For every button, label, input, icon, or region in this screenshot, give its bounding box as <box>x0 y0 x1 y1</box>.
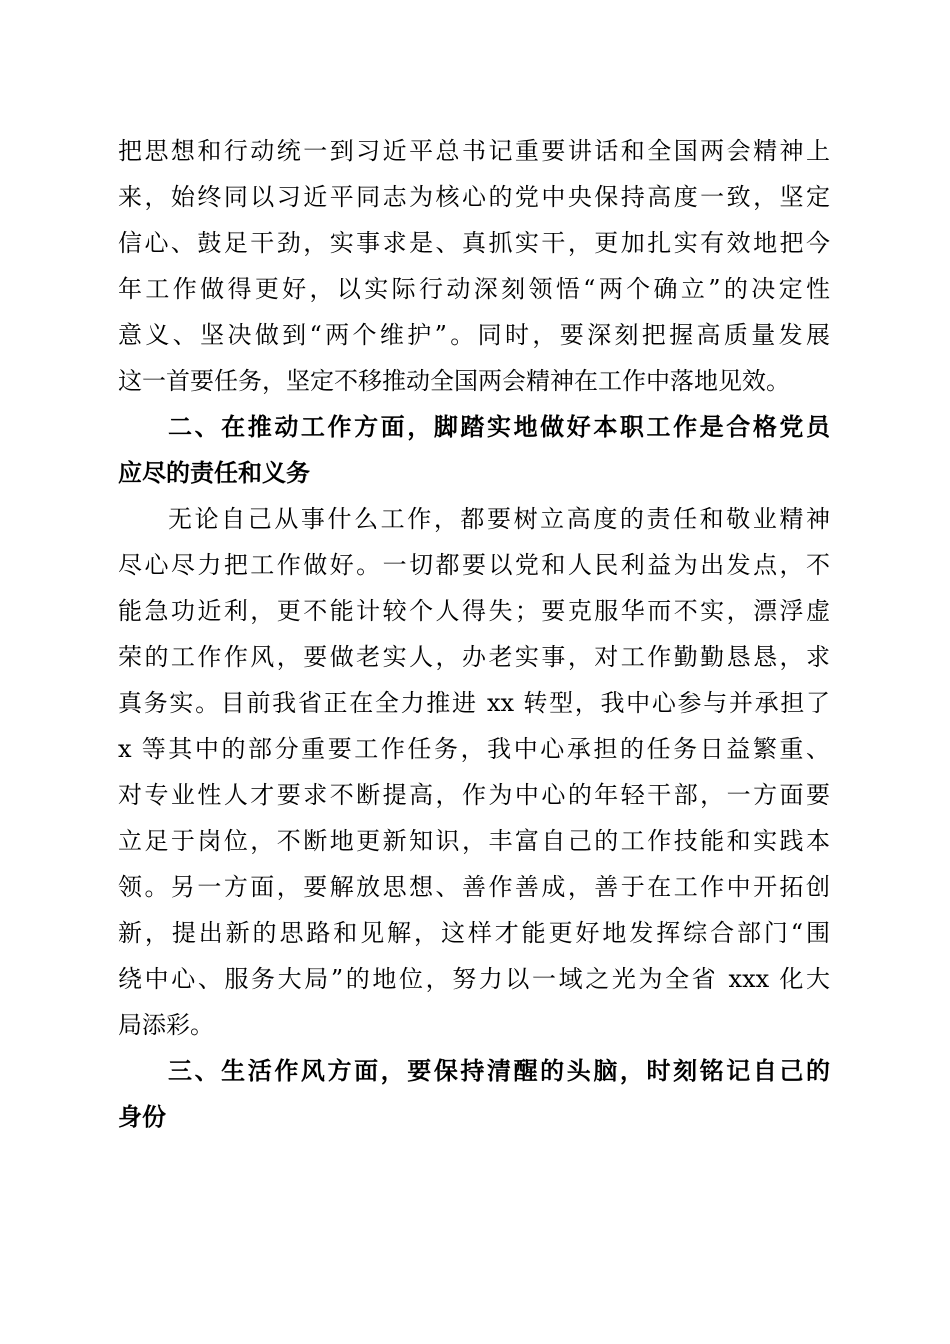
text-line: 真务实。目前我省正在全力推进 xx 转型，我中心参与并承担了 <box>118 689 830 717</box>
text-line: 荣的工作作风，要做老实人，办老实事，对工作勤勤恳恳，求 <box>118 643 830 671</box>
text-line: 无论自己从事什么工作，都要树立高度的责任和敬业精神 <box>168 505 830 533</box>
text-line: 把思想和行动统一到习近平总书记重要讲话和全国两会精神上 <box>118 137 830 165</box>
heading-line: 应尽的责任和义务 <box>118 459 310 487</box>
text-line: 对专业性人才要求不断提高，作为中心的年轻干部，一方面要 <box>118 781 830 809</box>
heading-line: 身份 <box>118 1103 166 1131</box>
text-line: 立足于岗位，不断地更新知识，丰富自己的工作技能和实践本 <box>118 827 830 855</box>
text-line: x 等其中的部分重要工作任务，我中心承担的任务日益繁重、 <box>118 735 830 763</box>
paragraph-continuation <box>118 128 830 404</box>
text-line: 新，提出新的思路和见解，这样才能更好地发挥综合部门“围 <box>118 919 830 947</box>
text-line: 意义、坚决做到“两个维护”。同时，要深刻把握高质量发展 <box>118 321 830 349</box>
text-line: 能急功近利，更不能计较个人得失；要克服华而不实，漂浮虚 <box>118 597 830 625</box>
text-line: 这一首要任务，坚定不移推动全国两会精神在工作中落地见效。 <box>118 367 790 395</box>
heading-line: 三、生活作风方面，要保持清醒的头脑，时刻铭记自己的 <box>168 1057 830 1085</box>
document-body <box>118 128 830 1140</box>
heading-line: 二、在推动工作方面，脚踏实地做好本职工作是合格党员 <box>168 413 830 441</box>
text-line: 信心、鼓足干劲，实事求是、真抓实干，更加扎实有效地把今 <box>118 229 830 257</box>
section-heading-3 <box>118 1048 830 1140</box>
text-line: 年工作做得更好，以实际行动深刻领悟“两个确立”的决定性 <box>118 275 830 303</box>
section-heading-2 <box>118 404 830 496</box>
text-line: 绕中心、服务大局”的地位，努力以一域之光为全省 xxx 化大 <box>118 965 830 993</box>
text-line: 来，始终同以习近平同志为核心的党中央保持高度一致，坚定 <box>118 183 830 211</box>
text-line: 领。另一方面，要解放思想、善作善成，善于在工作中开拓创 <box>118 873 830 901</box>
paragraph-work <box>118 496 830 1048</box>
text-line: 局添彩。 <box>118 1011 214 1039</box>
text-line: 尽心尽力把工作做好。一切都要以党和人民利益为出发点，不 <box>118 551 830 579</box>
